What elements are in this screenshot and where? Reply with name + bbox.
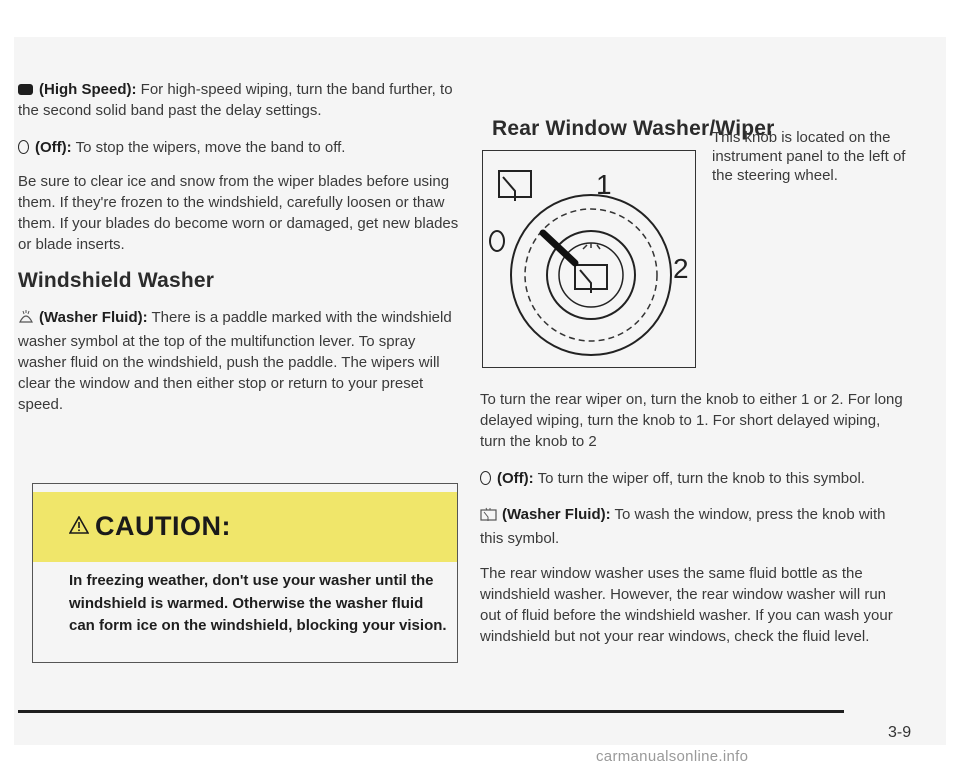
windshield-washer-heading: Windshield Washer <box>18 269 215 292</box>
right-column <box>480 389 910 647</box>
off-symbol-icon <box>18 140 29 154</box>
washer-fluid-icon <box>18 310 34 331</box>
knob-label-1: 1 <box>596 169 612 200</box>
rear-wiper-knob-illustration <box>482 150 696 368</box>
washer-fluid-label: (Washer Fluid): <box>39 309 148 326</box>
high-speed-paragraph <box>18 79 463 121</box>
high-speed-icon <box>18 84 33 95</box>
rear-washer-fluid-label: (Washer Fluid): <box>502 506 611 523</box>
fluid-bottle-paragraph: The rear window washer uses the same fluid bottle as the windshield washer. However, the rear window washer will run out of fluid before the windshield washer. If you can wash your windshield but not your rear windows, check the fluid level. <box>480 565 893 645</box>
caution-title-text: CAUTION: <box>95 511 231 541</box>
rear-washer-fluid-icon <box>480 507 497 528</box>
off-label: (Off): <box>35 139 72 156</box>
knob-label-2: 2 <box>673 253 689 284</box>
caution-title <box>69 510 231 542</box>
page-number: 3-9 <box>888 724 912 741</box>
rear-washer-fluid-paragraph <box>480 504 910 549</box>
off-text: To stop the wipers, move the band to off. <box>75 139 346 156</box>
turn-knob-paragraph: To turn the rear wiper on, turn the knob to either 1 or 2. For long delayed wiping, turn the knob to 1. For short delayed wiping, turn the knob to 2 <box>480 391 903 450</box>
rear-off-text: To turn the wiper off, turn the knob to this symbol. <box>537 470 865 487</box>
off-paragraph <box>18 137 463 158</box>
knob-diagram <box>483 151 695 367</box>
high-speed-text: For high-speed wiping, turn the band further, to the second solid band past the delay settings. <box>18 81 453 119</box>
rear-off-label: (Off): <box>497 470 534 487</box>
washer-fluid-text: There is a paddle marked with the windshield washer symbol at the top of the multifunction lever. To spray washer fluid on the windshield, push the paddle. The wipers will clear the window and then either stop or return to your preset speed. <box>18 309 452 413</box>
washer-fluid-paragraph <box>18 307 463 415</box>
footer-rule <box>18 710 844 713</box>
watermark: carmanualsonline.info <box>596 748 749 765</box>
rear-off-symbol-icon <box>480 471 491 485</box>
rear-off-paragraph <box>480 468 910 489</box>
left-column <box>18 79 463 415</box>
ice-paragraph: Be sure to clear ice and snow from the wiper blades before using them. If they're frozen to the windshield, carefully loosen or thaw them. If your blades do become worn or damaged, get new blades or blade inserts. <box>18 173 459 253</box>
caution-box <box>32 483 458 663</box>
caution-text: In freezing weather, don't use your washer until the windshield is warmed. Otherwise the washer fluid can form ice on the windshield, blocking your vision. <box>69 572 447 634</box>
knob-description: This knob is located on the instrument panel to the left of the steering wheel. <box>712 129 906 184</box>
rear-washer-fluid-text: To wash the window, press the knob with this symbol. <box>480 506 886 547</box>
high-speed-label: (High Speed): <box>39 81 137 98</box>
warning-triangle-icon <box>69 510 89 541</box>
rear-window-heading: Rear Window Washer/Wiper <box>492 117 775 140</box>
